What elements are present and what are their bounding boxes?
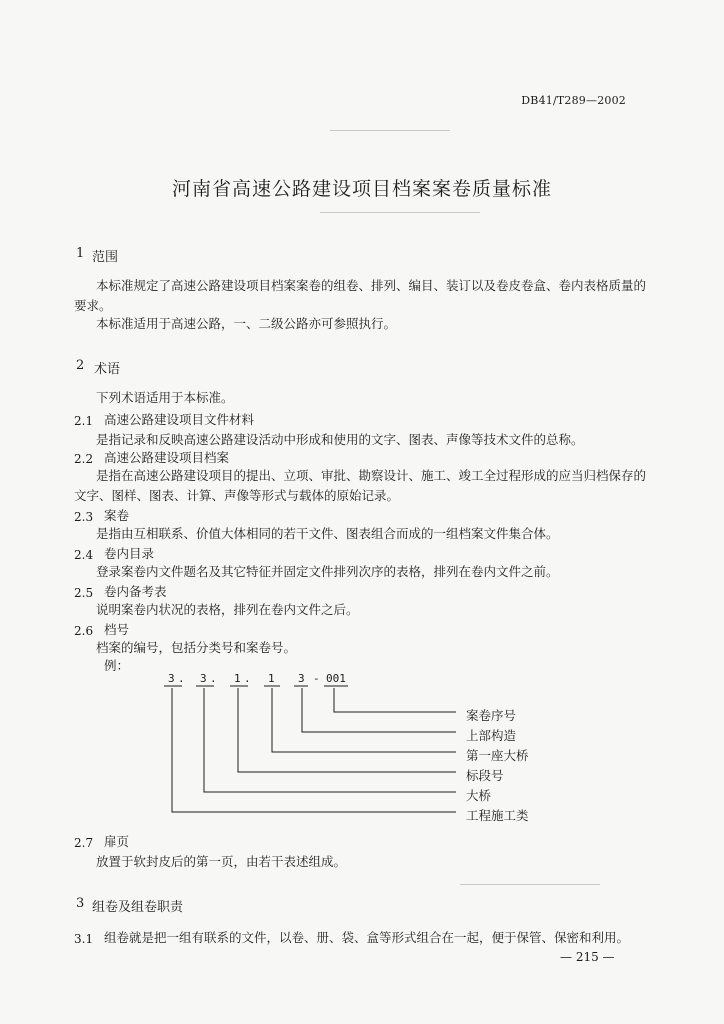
code-part-3b: 3 [200, 672, 207, 685]
item-2-5-term: 卷内备考表 [104, 584, 167, 599]
item-2-2-definition-line-2: 文字、图样、图表、计算、声像等形式与载体的原始记录。 [74, 488, 400, 503]
code-dot-1: . [178, 672, 185, 685]
item-3-1-number: 3.1 [74, 932, 94, 946]
item-2-1-term: 高速公路建设项目文件材料 [104, 412, 255, 427]
section-3-heading: 组卷及组卷职责 [92, 900, 184, 915]
code-part-1b: 1 [268, 672, 275, 685]
item-2-7-definition: 放置于软封皮后的第一页，由若干表述组成。 [96, 854, 347, 869]
item-2-2-term: 高速公路建设项目档案 [104, 450, 230, 465]
item-2-7-number: 2.7 [74, 836, 94, 850]
label-large-bridge: 大桥 [466, 788, 492, 803]
label-construction-class: 工程施工类 [466, 808, 529, 823]
item-3-1-definition: 组卷就是把一组有联系的文件，以卷、册、袋、盒等形式组合在一起，便于保管、保密和利用。 [104, 930, 630, 945]
code-part-3c: 3 [298, 672, 305, 685]
item-2-3-term: 案卷 [104, 508, 130, 523]
code-dot-3: . [244, 672, 251, 685]
document-id: DB41/T289—2002 [521, 94, 626, 107]
item-2-2-definition-line-1: 是指在高速公路建设项目的提出、立项、审批、勘察设计、施工、竣工全过程形成的应当归档保存的 [96, 468, 647, 483]
code-dash: - [313, 672, 320, 685]
section-1-paragraph-2: 本标准适用于高速公路，一、二级公路亦可参照执行。 [96, 316, 397, 331]
section-2-intro: 下列术语适用于本标准。 [96, 390, 234, 405]
item-2-4-number: 2.4 [74, 548, 94, 562]
label-superstructure: 上部构造 [466, 728, 517, 743]
item-2-1-definition: 是指记录和反映高速公路建设活动中形成和使用的文字、图表、声像等技术文件的总称。 [96, 432, 584, 447]
code-dot-2: . [210, 672, 217, 685]
item-2-1-number: 2.1 [74, 414, 94, 428]
item-2-5-definition: 说明案卷内状况的表格，排列在卷内文件之后。 [96, 602, 359, 617]
code-part-1a: 1 [234, 672, 241, 685]
section-1-heading: 范围 [92, 250, 119, 265]
page-title: 河南省高速公路建设项目档案案卷质量标准 [171, 178, 552, 200]
item-2-6-example-label: 例： [104, 658, 130, 673]
item-2-3-definition: 是指由互相联系、价值大体相同的若干文件、图表组合而成的一组档案文件集合体。 [96, 526, 559, 541]
archive-number-diagram [160, 668, 560, 828]
code-part-001: 001 [326, 672, 346, 685]
section-2-heading: 术语 [94, 362, 121, 377]
section-1-paragraph-1-line-1: 本标准规定了高速公路建设项目档案案卷的组卷、排列、编目、装订以及卷皮卷盒、卷内表格质量的 [96, 278, 647, 293]
item-2-6-number: 2.6 [74, 624, 94, 638]
item-2-3-number: 2.3 [74, 510, 94, 524]
page-number: — 215 — [560, 950, 615, 964]
item-2-7-term: 扉页 [104, 834, 130, 849]
section-1-paragraph-1-line-2: 要求。 [74, 298, 112, 313]
section-2-number: 2 [76, 358, 85, 373]
scan-artifact [460, 884, 600, 885]
item-2-2-number: 2.2 [74, 452, 94, 466]
scan-artifact [330, 130, 450, 131]
item-2-4-definition: 登录案卷内文件题名及其它特征并固定文件排列次序的表格，排列在卷内文件之前。 [96, 564, 559, 579]
label-case-sequence: 案卷序号 [466, 708, 517, 723]
item-2-6-term: 档号 [104, 622, 130, 637]
label-first-bridge: 第一座大桥 [466, 748, 529, 763]
section-1-number: 1 [76, 246, 85, 261]
section-3-number: 3 [76, 896, 85, 911]
code-part-3a: 3 [168, 672, 175, 685]
item-2-4-term: 卷内目录 [104, 546, 155, 561]
scan-artifact [320, 212, 480, 213]
item-2-6-definition: 档案的编号，包括分类号和案卷号。 [96, 640, 297, 655]
label-section-number: 标段号 [466, 768, 504, 783]
item-2-5-number: 2.5 [74, 586, 94, 600]
